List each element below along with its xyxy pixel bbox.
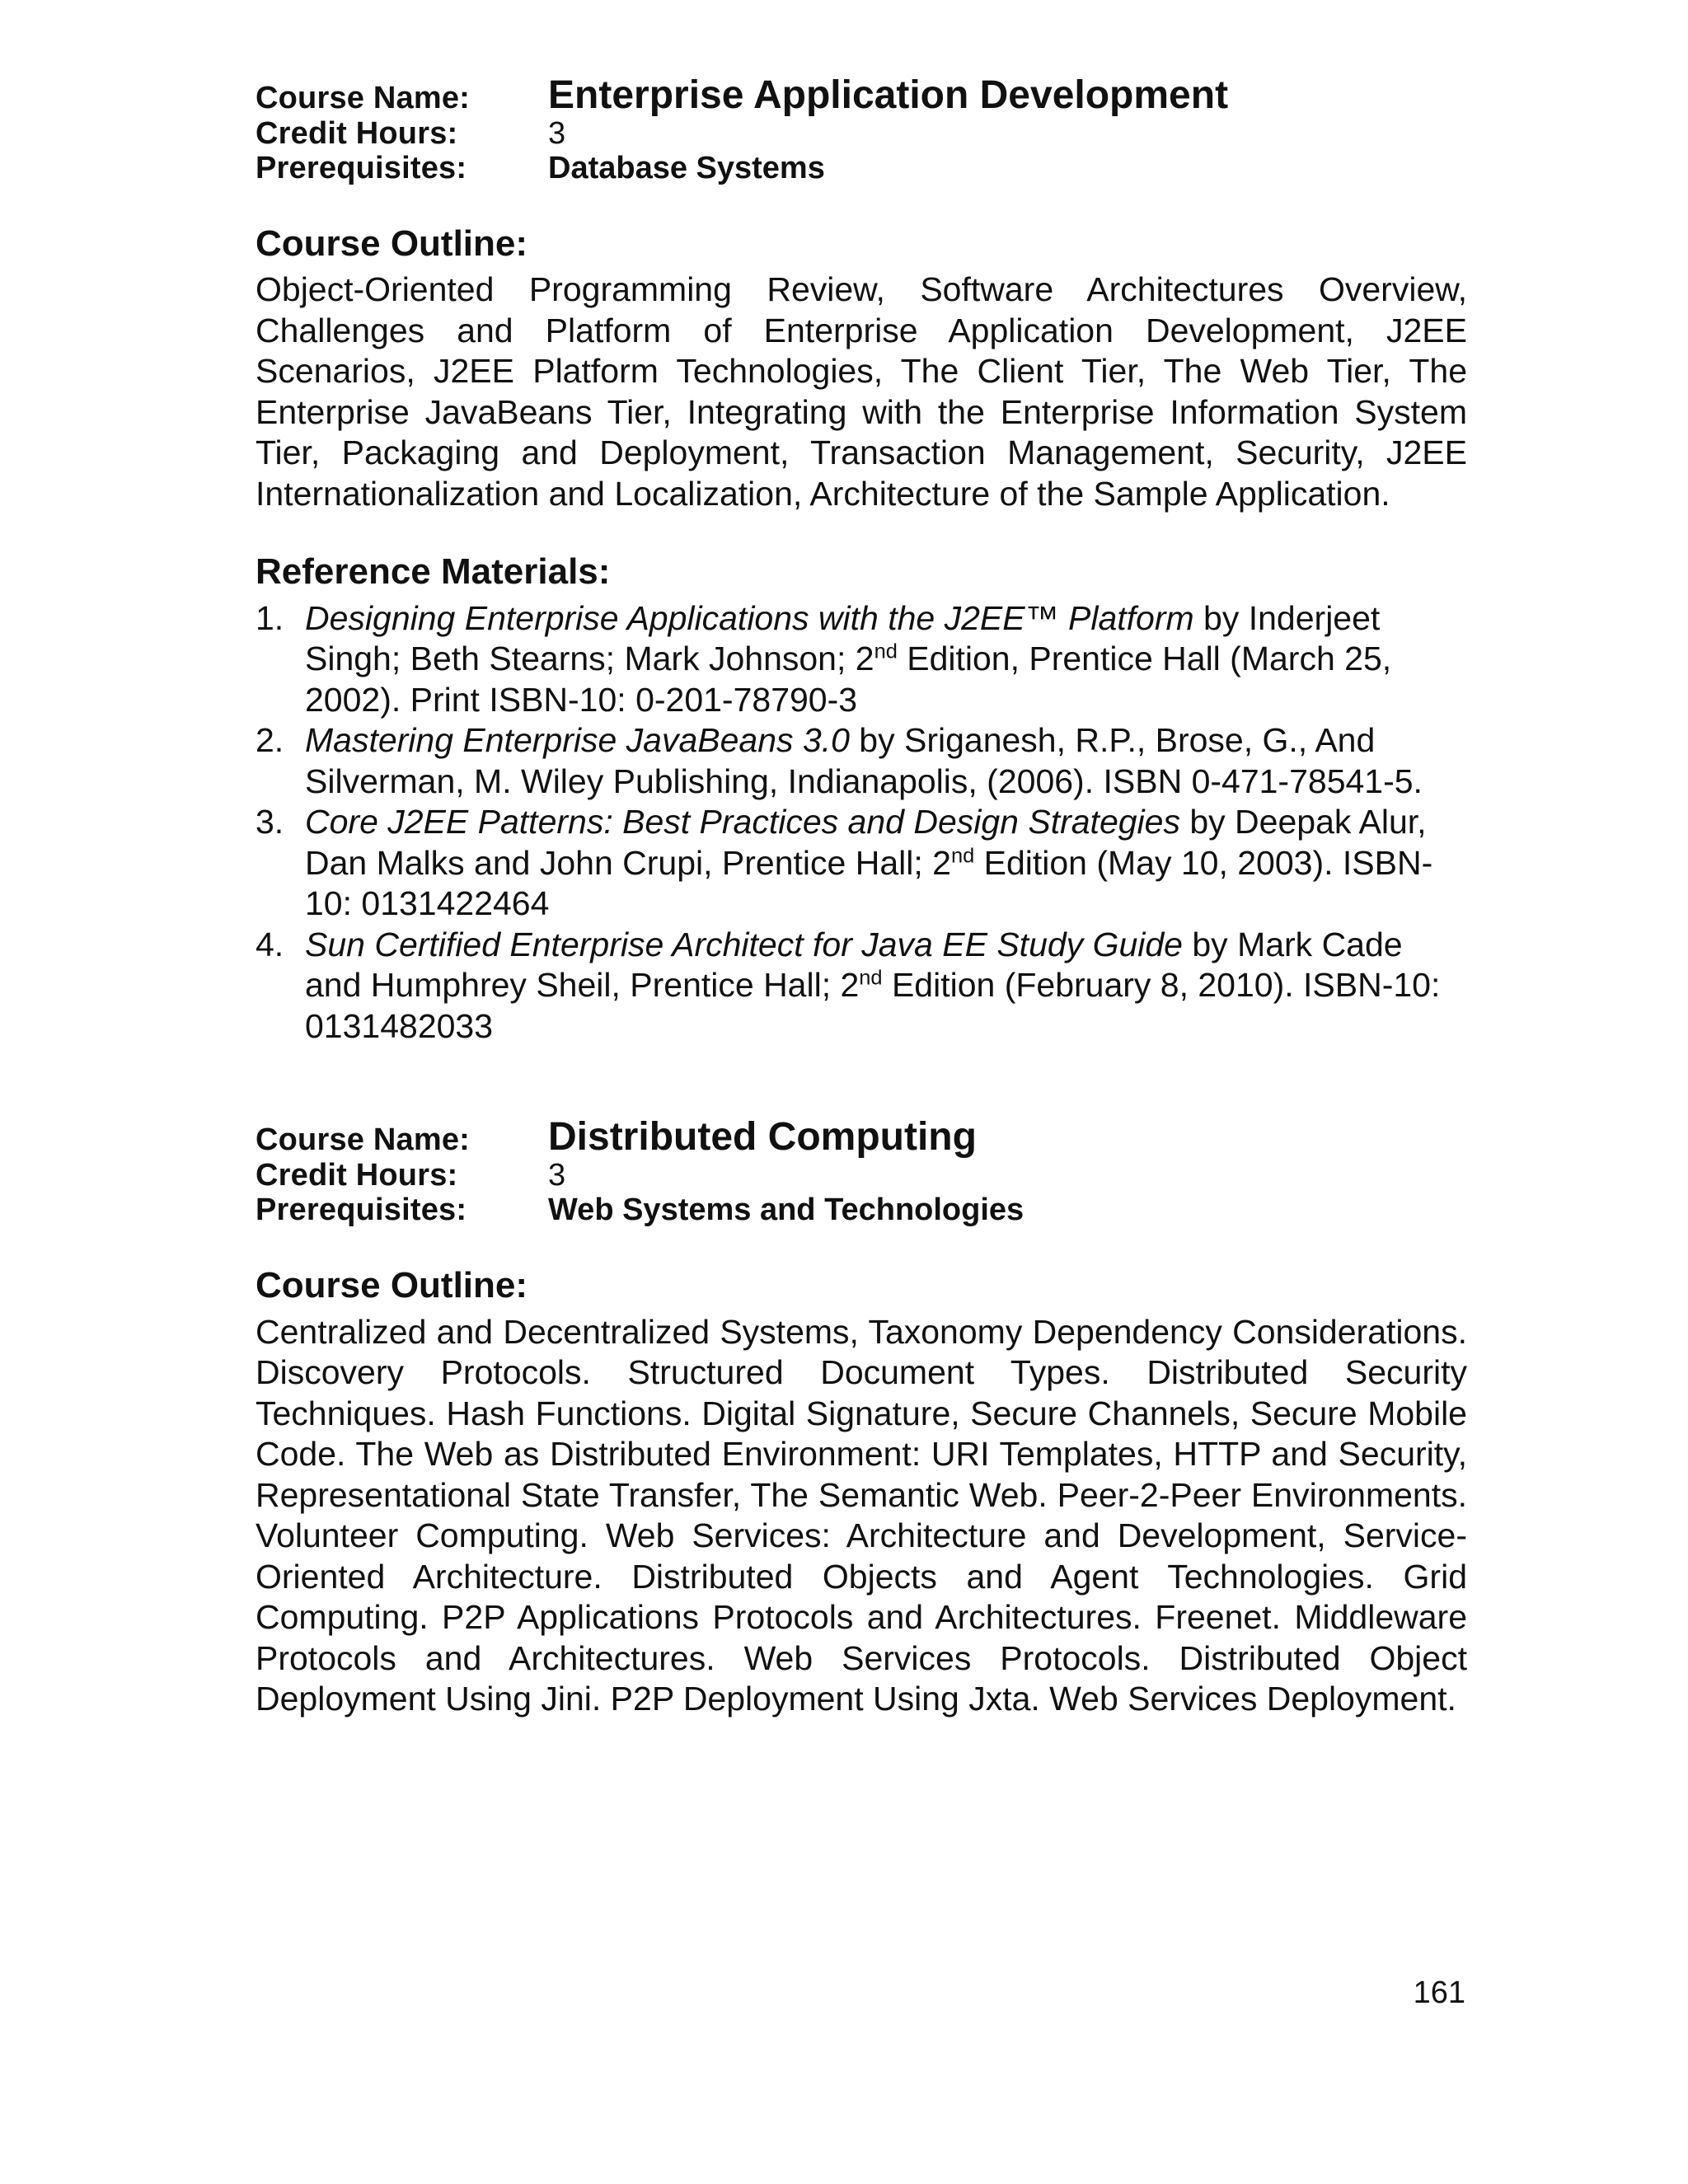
- prerequisites-row: [256, 151, 1467, 186]
- reference-materials-heading: Reference Materials:: [256, 551, 611, 593]
- reference-details: by Inderjeet Singh; Beth Stearns; Mark Johnson; 2: [305, 598, 1381, 678]
- course-name-label: Course Name:: [256, 81, 471, 115]
- course-name-value: Enterprise Application Development: [548, 73, 1229, 117]
- course-name-row: [256, 73, 1467, 117]
- reference-details: by Deepak Alur, Dan Malks and John Crupi, Prentice Hall; 2: [305, 803, 1427, 882]
- reference-item: [256, 802, 1467, 925]
- reference-superscript: nd: [874, 640, 898, 663]
- course-name-value: Distributed Computing: [548, 1115, 977, 1160]
- reference-number: 3.: [256, 803, 284, 841]
- reference-title: Sun Certified Enterprise Architect for Java EE Study Guide: [305, 925, 1183, 963]
- reference-details: by Sriganesh, R.P., Brose, G., And Silverman, M. Wiley Publishing, Indianapolis, (2006). ISBN 0-471-78541-5.: [305, 721, 1423, 800]
- credit-hours-value: 3: [548, 115, 566, 151]
- reference-number: 4.: [256, 925, 284, 963]
- course-outline-text: Object-Oriented Programming Review, Software Architectures Overview, Challenges and Platform of Enterprise Application Development, J2EE Scenarios, J2EE Platform Technologies, The Client Tier, The Web Tier, The Enterprise JavaBeans Tier, Integrating with the Enterprise Information System Tier, Packaging and Deployment, Transaction Management, Security, J2EE Internationalization and Localization, Architecture of the Sample Application.: [256, 270, 1467, 513]
- reference-item: [256, 925, 1467, 1047]
- reference-superscript: nd: [859, 966, 883, 990]
- reference-title: Core J2EE Patterns: Best Practices and Design Strategies: [305, 803, 1180, 841]
- credit-hours-label: Credit Hours:: [256, 1157, 458, 1193]
- credit-hours-row: [256, 1158, 1467, 1193]
- reference-list: [256, 598, 1467, 1047]
- reference-details-cont: Edition (February 8, 2010). ISBN-10: 0131482033: [305, 966, 1441, 1045]
- prerequisites-value: Database Systems: [548, 151, 825, 186]
- reference-number: 2.: [256, 721, 284, 760]
- reference-superscript: nd: [950, 844, 975, 868]
- reference-details: by Mark Cade and Humphrey Sheil, Prentice Hall; 2: [305, 925, 1403, 1005]
- page-number: 161: [1413, 1975, 1465, 2010]
- prerequisites-label: Prerequisites:: [256, 1193, 467, 1228]
- course-distributed-computing: [256, 1115, 1467, 1719]
- prerequisites-value: Web Systems and Technologies: [548, 1193, 1025, 1228]
- course-meta: [256, 1115, 1467, 1228]
- reference-item: [256, 720, 1467, 802]
- reference-number: 1.: [256, 598, 284, 637]
- page-content: [256, 73, 1467, 1720]
- reference-title: Mastering Enterprise JavaBeans 3.0: [305, 721, 850, 760]
- course-name-row: [256, 1115, 1467, 1160]
- reference-details-cont: Edition, Prentice Hall (March 25, 2002). Print ISBN-10: 0-201-78790-3: [305, 640, 1392, 719]
- course-outline-heading: Course Outline:: [256, 1264, 528, 1305]
- prerequisites-row: [256, 1193, 1467, 1228]
- course-name-label: Course Name:: [256, 1122, 471, 1158]
- reference-title: Designing Enterprise Applications with the J2EE™ Platform: [305, 598, 1194, 637]
- course-meta: [256, 73, 1467, 186]
- reference-details-cont: Edition (May 10, 2003). ISBN-10: 0131422464: [305, 843, 1433, 923]
- course-outline-text: Centralized and Decentralized Systems, Taxonomy Dependency Considerations. Discovery Protocols. Structured Document Types. Distributed Security Techniques. Hash Functions. Digital Signature, Secure Channels, Secure Mobile Code. The Web as Distributed Environment: URI Templates, HTTP and Security, Representational State Transfer, The Semantic Web. Peer-2-Peer Environments. Volunteer Computing. Web Services: Architecture and Development, Service-Oriented Architecture. Distributed Objects and Agent Technologies. Grid Computing. P2P Applications Protocols and Architectures. Freenet. Middleware Protocols and Architectures. Web Services Protocols. Distributed Object Deployment Using Jini. P2P Deployment Using Jxta. Web Services Deployment.: [256, 1312, 1467, 1718]
- reference-item: [256, 598, 1467, 721]
- credit-hours-value: 3: [548, 1157, 566, 1193]
- credit-hours-label: Credit Hours:: [256, 115, 458, 151]
- course-enterprise-application-development: [256, 73, 1467, 1047]
- prerequisites-label: Prerequisites:: [256, 151, 467, 186]
- course-outline-heading: Course Outline:: [256, 223, 528, 264]
- credit-hours-row: [256, 116, 1467, 152]
